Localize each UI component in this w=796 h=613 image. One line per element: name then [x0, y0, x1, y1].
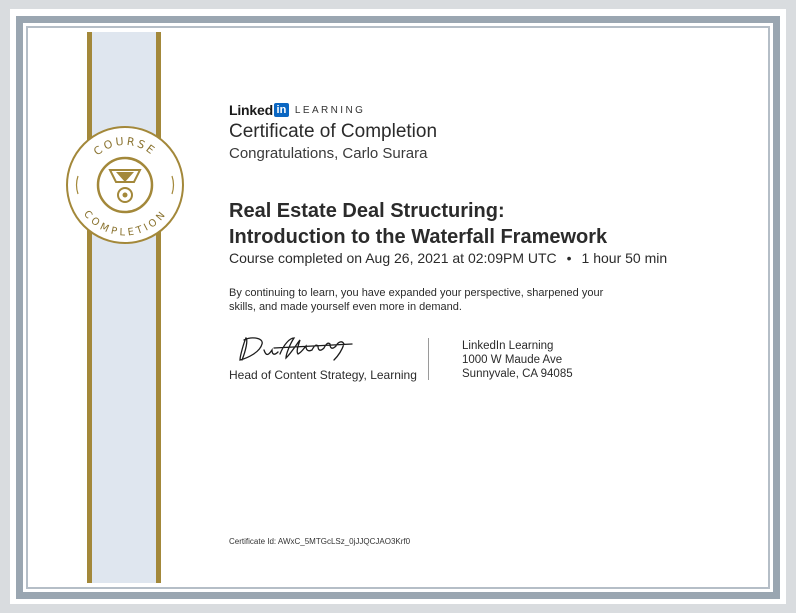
course-completion-medal-icon — [64, 124, 186, 246]
blurb-line2: skills, and made yourself even more in demand. — [229, 301, 462, 313]
course-title-line1: Real Estate Deal Structuring: — [229, 200, 505, 222]
course-title — [229, 198, 749, 250]
address-line3: Sunnyvale, CA 94085 — [462, 368, 573, 380]
blurb-line1: By continuing to learn, you have expanded your perspective, sharpened your — [229, 287, 604, 299]
completion-date: Course completed on Aug 26, 2021 at 02:09PM UTC — [229, 250, 557, 266]
certificate-id: Certificate Id: AWxC_5MTGcLSz_0jJJQCJAO3Krf0 — [229, 537, 411, 546]
company-address — [462, 339, 573, 381]
course-duration: 1 hour 50 min — [581, 250, 668, 266]
address-line1: LinkedIn Learning — [462, 340, 554, 352]
course-title-line2: Introduction to the Waterfall Framework — [229, 226, 608, 248]
logo-in-icon: in — [274, 103, 289, 117]
meta-separator: • — [566, 250, 572, 266]
medal-top-text: COURSE — [91, 134, 159, 159]
linkedin-learning-logo — [229, 102, 365, 118]
logo-learning-text: LEARNING — [294, 104, 366, 116]
vertical-divider — [428, 338, 429, 380]
address-line2: 1000 W Maude Ave — [462, 354, 563, 366]
medal-bottom-text: COMPLETION — [81, 208, 169, 239]
signatory-title: Head of Content Strategy, Learning — [229, 368, 417, 382]
congratulations-text: Congratulations, Carlo Surara — [229, 145, 428, 162]
blurb-text — [229, 286, 629, 314]
logo-linked-text: Linked — [229, 102, 273, 118]
course-meta — [229, 250, 667, 266]
signature-image — [234, 334, 364, 364]
certificate-title: Certificate of Completion — [229, 121, 438, 142]
ribbon-stripe — [87, 32, 161, 583]
